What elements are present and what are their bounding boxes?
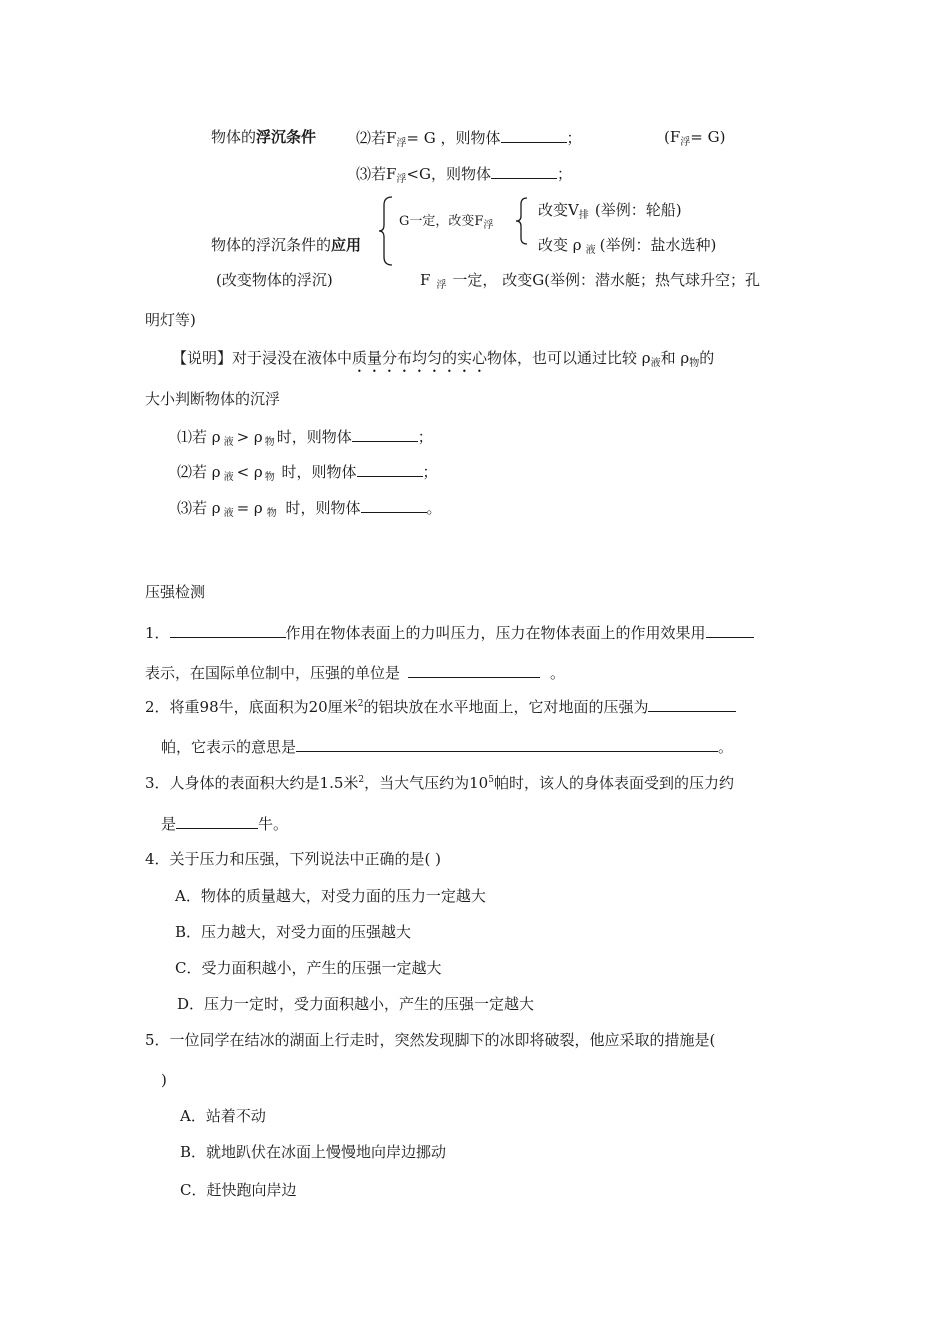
- note-line-2: 大小判断物体的沉浮: [145, 390, 281, 408]
- question-5: 5．一位同学在结冰的湖面上行走时，突然发现脚下的冰即将破裂，他应采取的措施是(: [145, 1031, 716, 1049]
- option-5c[interactable]: C．赶快跑向岸边: [180, 1181, 297, 1199]
- app-change-v: 改变$V_排$ (举例：轮船): [538, 201, 682, 221]
- answer-blank[interactable]: [408, 662, 540, 678]
- answer-blank[interactable]: [357, 461, 423, 477]
- answer-blank[interactable]: [176, 813, 258, 829]
- answer-blank[interactable]: [170, 622, 286, 638]
- float-condition-bold: 浮沉条件: [256, 128, 317, 146]
- float-condition-label: 物体的: [211, 128, 257, 146]
- answer-blank[interactable]: [296, 736, 718, 752]
- option-5b[interactable]: B．就地趴伏在冰面上慢慢地向岸边挪动: [180, 1143, 447, 1161]
- app-change-rho: 改变 ρ $_液$ (举例：盐水选种): [538, 236, 717, 256]
- app-g-const: G一定，改变$F_浮$: [399, 214, 494, 231]
- float-case-3: ⑶若$F_浮<G$，则物体 ；: [356, 165, 572, 185]
- answer-blank[interactable]: [648, 696, 736, 712]
- app-f-const: F $_浮$ 一定， 改变G(举例：潜水艇；热气球升空；孔: [420, 271, 761, 291]
- question-2: 2．将重98牛，底面积为20厘米$^2$的铝块放在水平地面上，它对地面的压强为: [145, 696, 736, 720]
- option-4b[interactable]: B．压力越大，对受力面的压强越大: [175, 923, 412, 941]
- question-4: 4．关于压力和压强，下列说法中正确的是( ): [145, 850, 442, 868]
- answer-blank[interactable]: [706, 622, 754, 638]
- app-note: (改变物体的浮沉): [216, 271, 333, 289]
- question-1-cont: 表示，在国际单位制中，压强的单位是 。: [145, 664, 566, 682]
- section-title: 压强检测: [145, 583, 206, 601]
- density-case-1: ⑴若 ρ $_液$ > ρ $_物$ 时，则物体 ；: [177, 428, 433, 448]
- float-case-2: ⑵若$F_浮= G$ ，则物体 ；: [356, 129, 582, 149]
- answer-blank[interactable]: [361, 497, 427, 513]
- density-case-2: ⑵若 ρ $_液$ < ρ $_物$ 时，则物体 ；: [177, 463, 438, 483]
- app-f-cont: 明灯等): [145, 311, 196, 329]
- question-3-cont: 是 牛。: [161, 815, 289, 833]
- inner-brace-icon: [515, 196, 529, 246]
- question-5-close: ): [161, 1071, 167, 1089]
- question-2-cont: 帕，它表示的意思是 。: [161, 738, 734, 756]
- option-5a[interactable]: A．站着不动: [180, 1107, 266, 1125]
- option-4c[interactable]: C．受力面积越小，产生的压强一定越大: [175, 959, 442, 977]
- answer-blank[interactable]: [501, 127, 567, 143]
- question-1: 1． 作用在物体表面上的力叫压力，压力在物体表面上的作用效果用: [145, 622, 754, 643]
- question-3: 3．人身体的表面积大约是1.5米$^2$，当大气压约为$10^5$帕时，该人的身体表面受到的压力约: [145, 774, 734, 792]
- outer-brace-icon: [378, 195, 394, 267]
- density-case-3: ⑶若 ρ $_液$ = ρ $_物$ 时，则物体 。: [177, 499, 442, 519]
- option-4a[interactable]: A．物体的质量越大，对受力面的压力一定越大: [175, 887, 486, 905]
- float-condition-line-2: [211, 127, 316, 147]
- answer-blank[interactable]: [491, 163, 557, 179]
- float-case-2-note: $(F_浮= G)$: [664, 128, 726, 148]
- option-4d[interactable]: D．压力一定时，受力面积越小，产生的压强一定越大: [177, 995, 535, 1013]
- app-label: 物体的浮沉条件的应用: [211, 236, 362, 254]
- note-line-1: 【说明】对于浸没在液体中质量分布均匀的实心物体，也可以通过比较 $\rho_液$和 $\rho_物$的: [172, 349, 715, 369]
- answer-blank[interactable]: [352, 426, 418, 442]
